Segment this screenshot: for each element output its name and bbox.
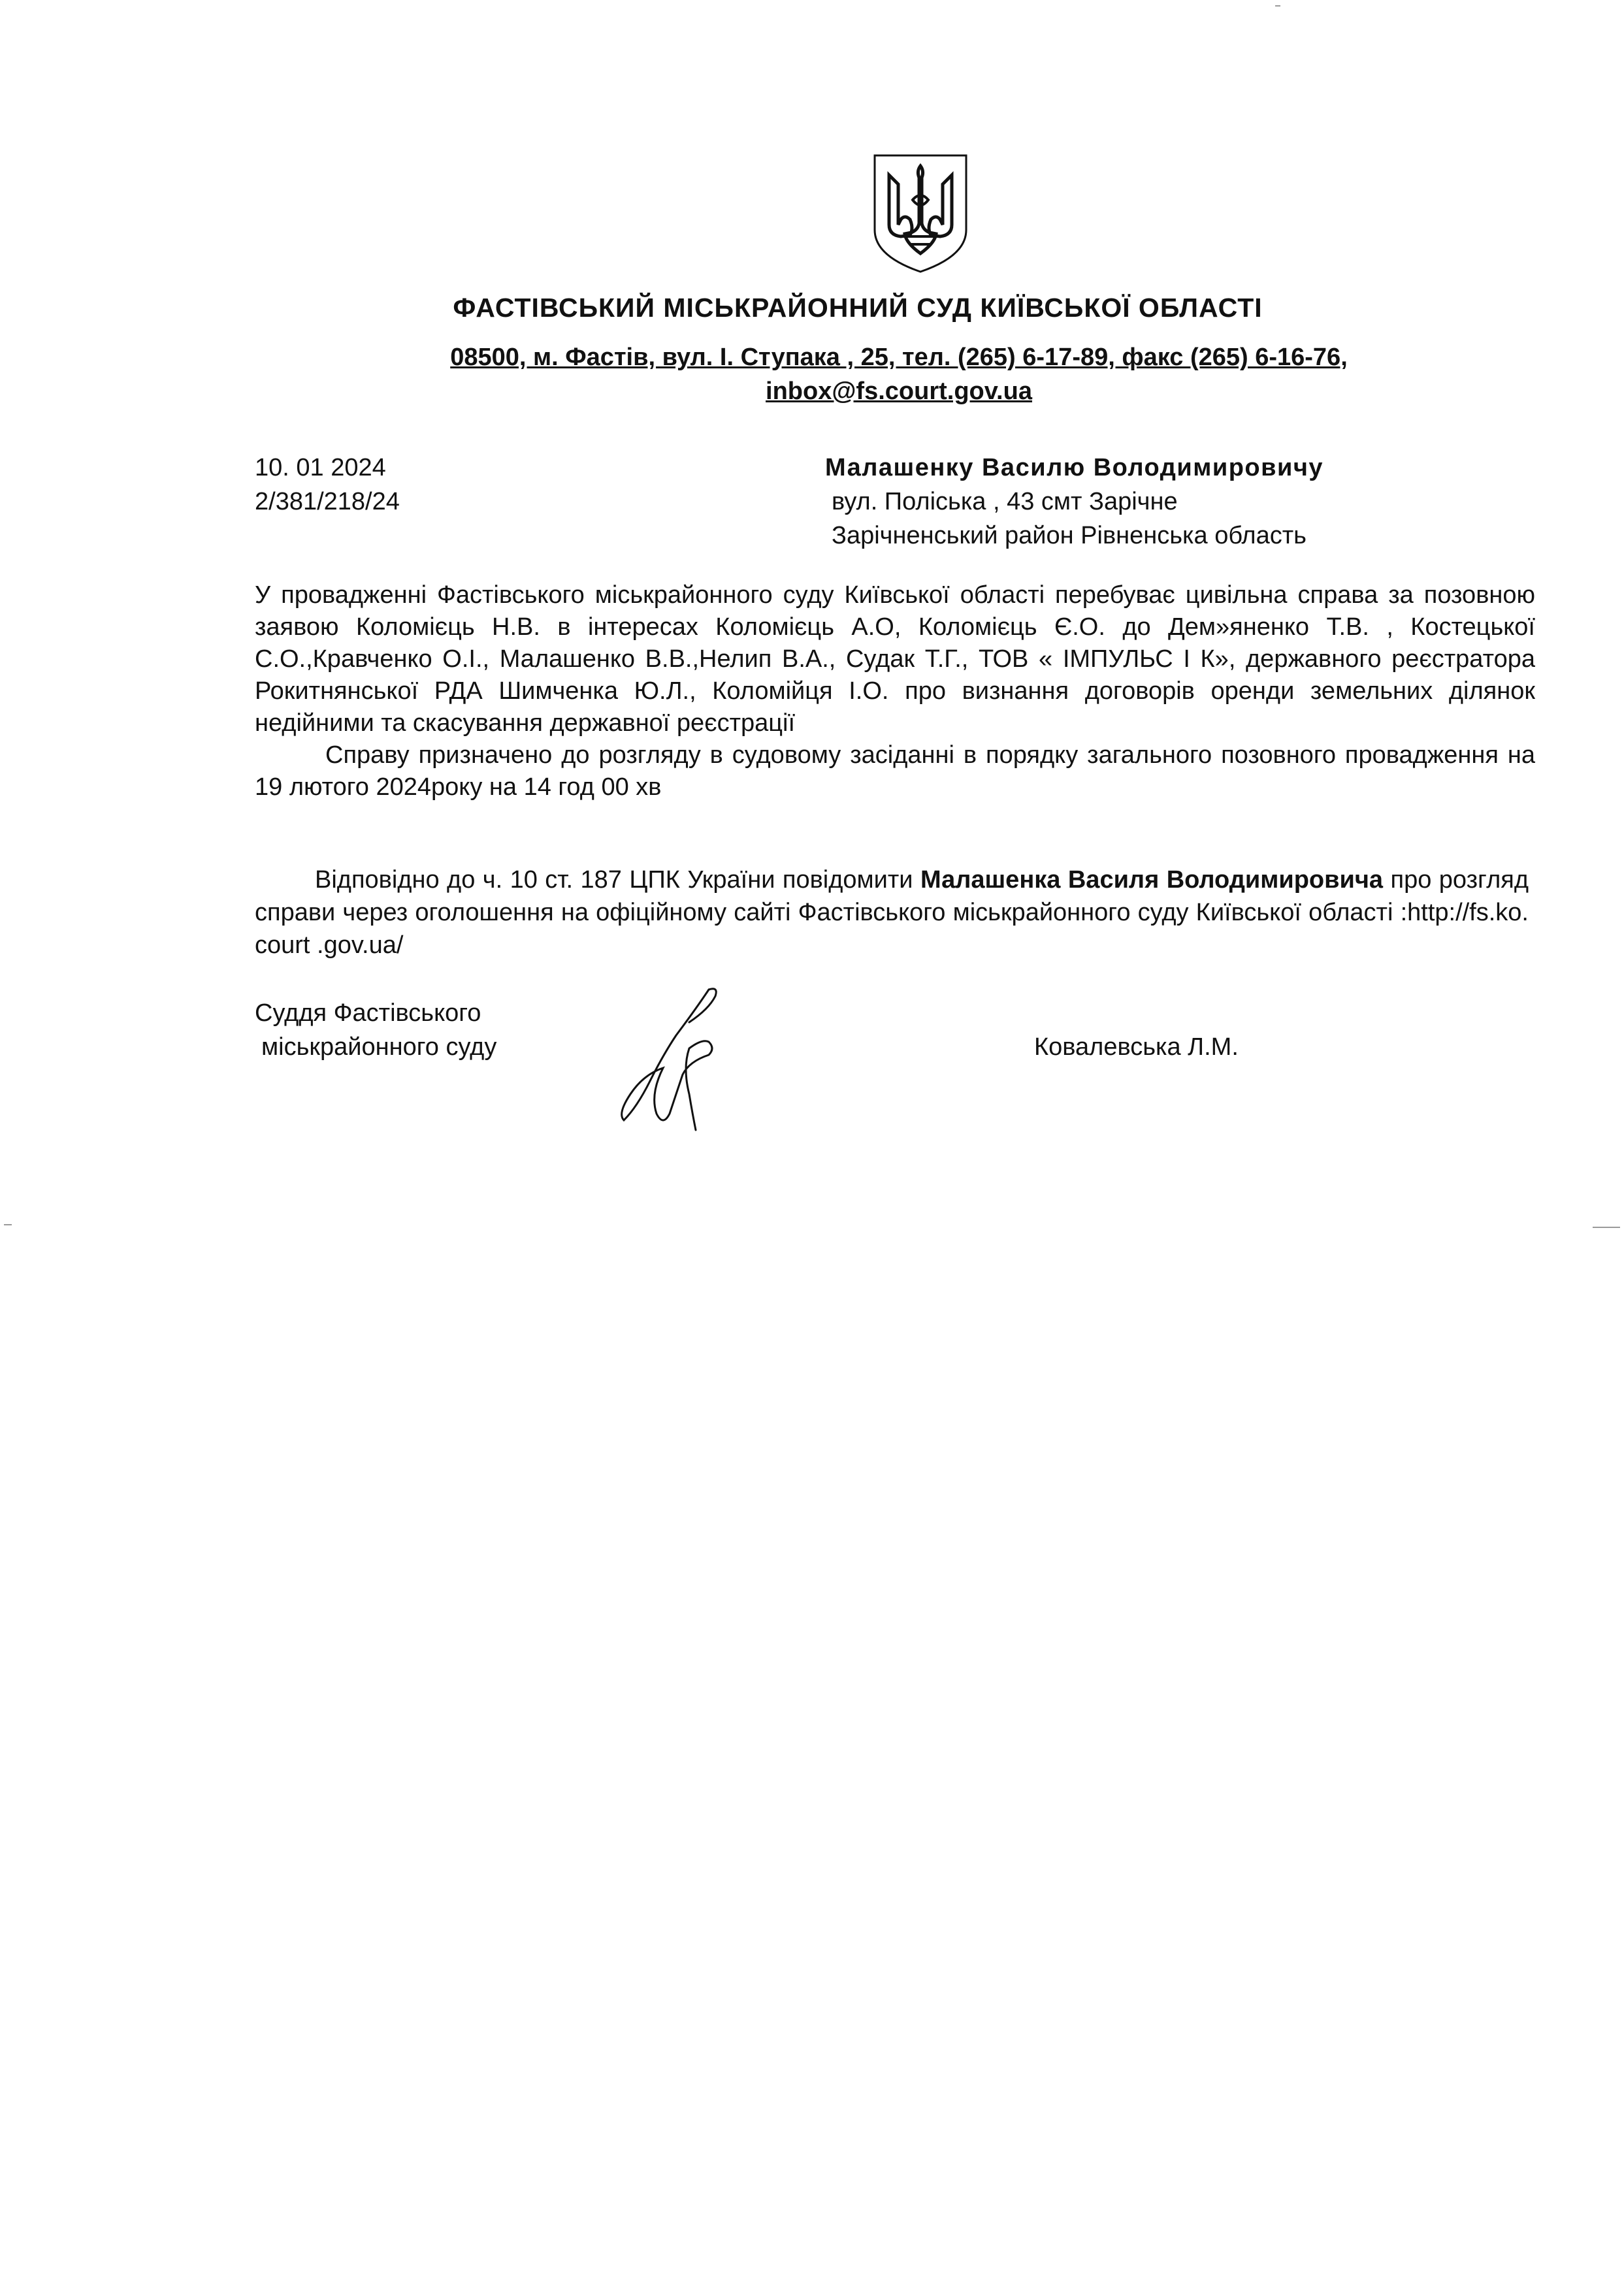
- trident-emblem-icon: [872, 152, 969, 274]
- recipient-address-region: Зарічненський район Рівненська область: [832, 522, 1307, 549]
- judge-title-line2: міськрайонного суду: [261, 1033, 497, 1061]
- recipient-block: [825, 451, 1324, 553]
- notice-text: [255, 864, 1529, 961]
- letter-meta: [255, 451, 400, 519]
- notice-text-after: про розгляд справи через оголошення на офіційному сайті Фастівського міськрайонного суду Київської області :http://fs.ko. court .gov.ua/: [255, 866, 1529, 959]
- judge-title: [255, 996, 496, 1064]
- scan-speck: [4, 1224, 12, 1225]
- notice-recipient-name: Малашенка Василя Володимировича: [920, 866, 1384, 894]
- letter-number: 2/381/218/24: [255, 488, 400, 515]
- court-address: [389, 340, 1408, 408]
- recipient-name: Малашенку Василю Володимировичу: [825, 454, 1324, 481]
- scan-speck: [1593, 1227, 1620, 1228]
- scan-speck: [1275, 5, 1280, 7]
- body-paragraph-case: У провадженні Фастівського міськрайонного суду Київської області перебуває цивільна справа за позовною заявою Коломієць Н.В. в інтересах Коломієць А.О, Коломієць Є.О. до Дем»яненко Т.В. , Костецької С.О.,Кравченко О.І., Малашенко В.В.,Нелип В.А., Судак Т.Г., ТОВ « ІМПУЛЬС І К», державного реєстратора Рокитнянської РДА Шимченка Ю.Л., Коломійця І.О. про визнання договорів оренди земельних ділянок недійними та скасування державної реєстрації: [255, 581, 1535, 737]
- letter-body: [255, 579, 1535, 803]
- notice-text-before: Відповідно до ч. 10 ст. 187 ЦПК України повідомити: [315, 866, 920, 894]
- court-name-heading: ФАСТІВСЬКИЙ МІСЬКРАЙОННИЙ СУД КИЇВСЬКОЇ ОБЛАСТІ: [453, 293, 1263, 323]
- judge-title-line1: Суддя Фастівського: [255, 999, 481, 1027]
- recipient-address-line: вул. Поліська , 43 смт Зарічне: [832, 488, 1178, 515]
- court-address-line: 08500, м. Фастів, вул. І. Ступака , 25, тел. (265) 6-17-89, факс (265) 6-16-76,: [450, 344, 1348, 371]
- handwritten-signature: [611, 983, 741, 1133]
- court-email: inbox@fs.court.gov.ua: [766, 378, 1032, 405]
- body-paragraph-hearing: Справу призначено до розгляду в судовому засіданні в порядку загального позовного провадження на 19 лютого 2024року на 14 год 00 хв: [255, 741, 1535, 801]
- judge-name: Ковалевська Л.М.: [1034, 1033, 1239, 1061]
- notice-paragraph: [255, 864, 1529, 961]
- letter-date: 10. 01 2024: [255, 454, 386, 481]
